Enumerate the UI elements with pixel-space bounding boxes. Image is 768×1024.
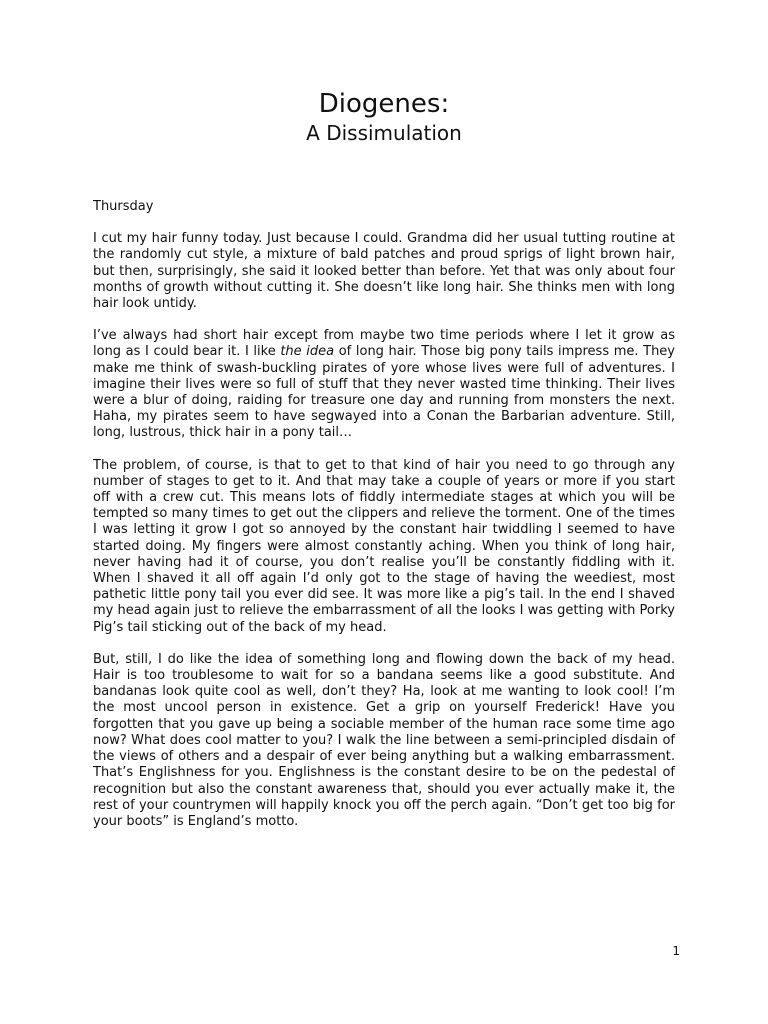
paragraph-3: The problem, of course, is that to get to that kind of hair you need to go through any number of stages to get to it. And that may take a couple of years or more if you start off with a crew cut. This means lots of fiddly intermediate stages at which you will be tempted so many times to get out the clippers and relieve the torment. One of the times I was letting it grow I got so annoyed by the constant hair twiddling I seemed to have started doing. My fingers were almost constantly aching. When you think of long hair, never having had it of course, you don’t realise you’ll be constantly fiddling with it. When I shaved it all off again I’d only got to the stage of having the weediest, most pathetic little pony tail you ever did see. It was more like a pig’s tail. In the end I shaved my head again just to relieve the embarrassment of all the looks I was getting with Porky Pig’s tail sticking out of the back of my head. bbox=[93, 457, 675, 635]
document-title: Diogenes: bbox=[318, 89, 450, 119]
paragraph-2-after: of long hair. Those big pony tails impress me. They make me think of swash-buckling pirates of yore whose lives were full of adventures. I imagine their lives were so full of stuff that they never wasted time thinking. Their lives were a blur of doing, raiding for treasure one day and running from monsters the next. Haha, my pirates seem to have segwayed into a Conan the Barbarian adventure. Still, long, lustrous, thick hair in a pony tail… bbox=[93, 344, 676, 441]
paragraph-2 bbox=[93, 328, 675, 441]
paragraph-2-emphasis: the idea bbox=[280, 344, 335, 360]
page-number: 1 bbox=[672, 944, 680, 958]
paragraph-2-before: I’ve always had short hair except from maybe two time periods where I let it grow as long as I could bear it. I like bbox=[93, 328, 675, 360]
body-text bbox=[93, 199, 675, 846]
paragraph-4: But, still, I do like the idea of something long and flowing down the back of my head. Hair is too troublesome to wait for so a bandana seems like a good substitute. And bandanas look quite cool as well, don’t they? Ha, look at me wanting to look cool! I’m the most uncool person in existence. Get a grip on yourself Frederick! Have you forgotten that you gave up being a sociable member of the human race some time ago now? What does cool matter to you? I walk the line between a semi-principled disdain of the views of others and a despair of ever being anything but a walking embarrassment. That’s Englishness for you. Englishness is the constant desire to be on the pedestal of recognition but also the constant awareness that, should you ever actually make it, the rest of your countrymen will happily knock you off the perch again. “Don’t get too big for your boots” is England’s motto. bbox=[93, 651, 675, 829]
document-subtitle: A Dissimulation bbox=[306, 121, 462, 145]
day-heading: Thursday bbox=[93, 199, 154, 214]
title-block bbox=[0, 88, 768, 146]
paragraph-1: I cut my hair funny today. Just because I could. Grandma did her usual tutting routine at the randomly cut style, a mixture of bald patches and proud sprigs of light brown hair, but then, surprisingly, she said it looked better than before. Yet that was only about four months of growth without cutting it. She doesn’t like long hair. She thinks men with long hair look untidy. bbox=[93, 231, 675, 312]
